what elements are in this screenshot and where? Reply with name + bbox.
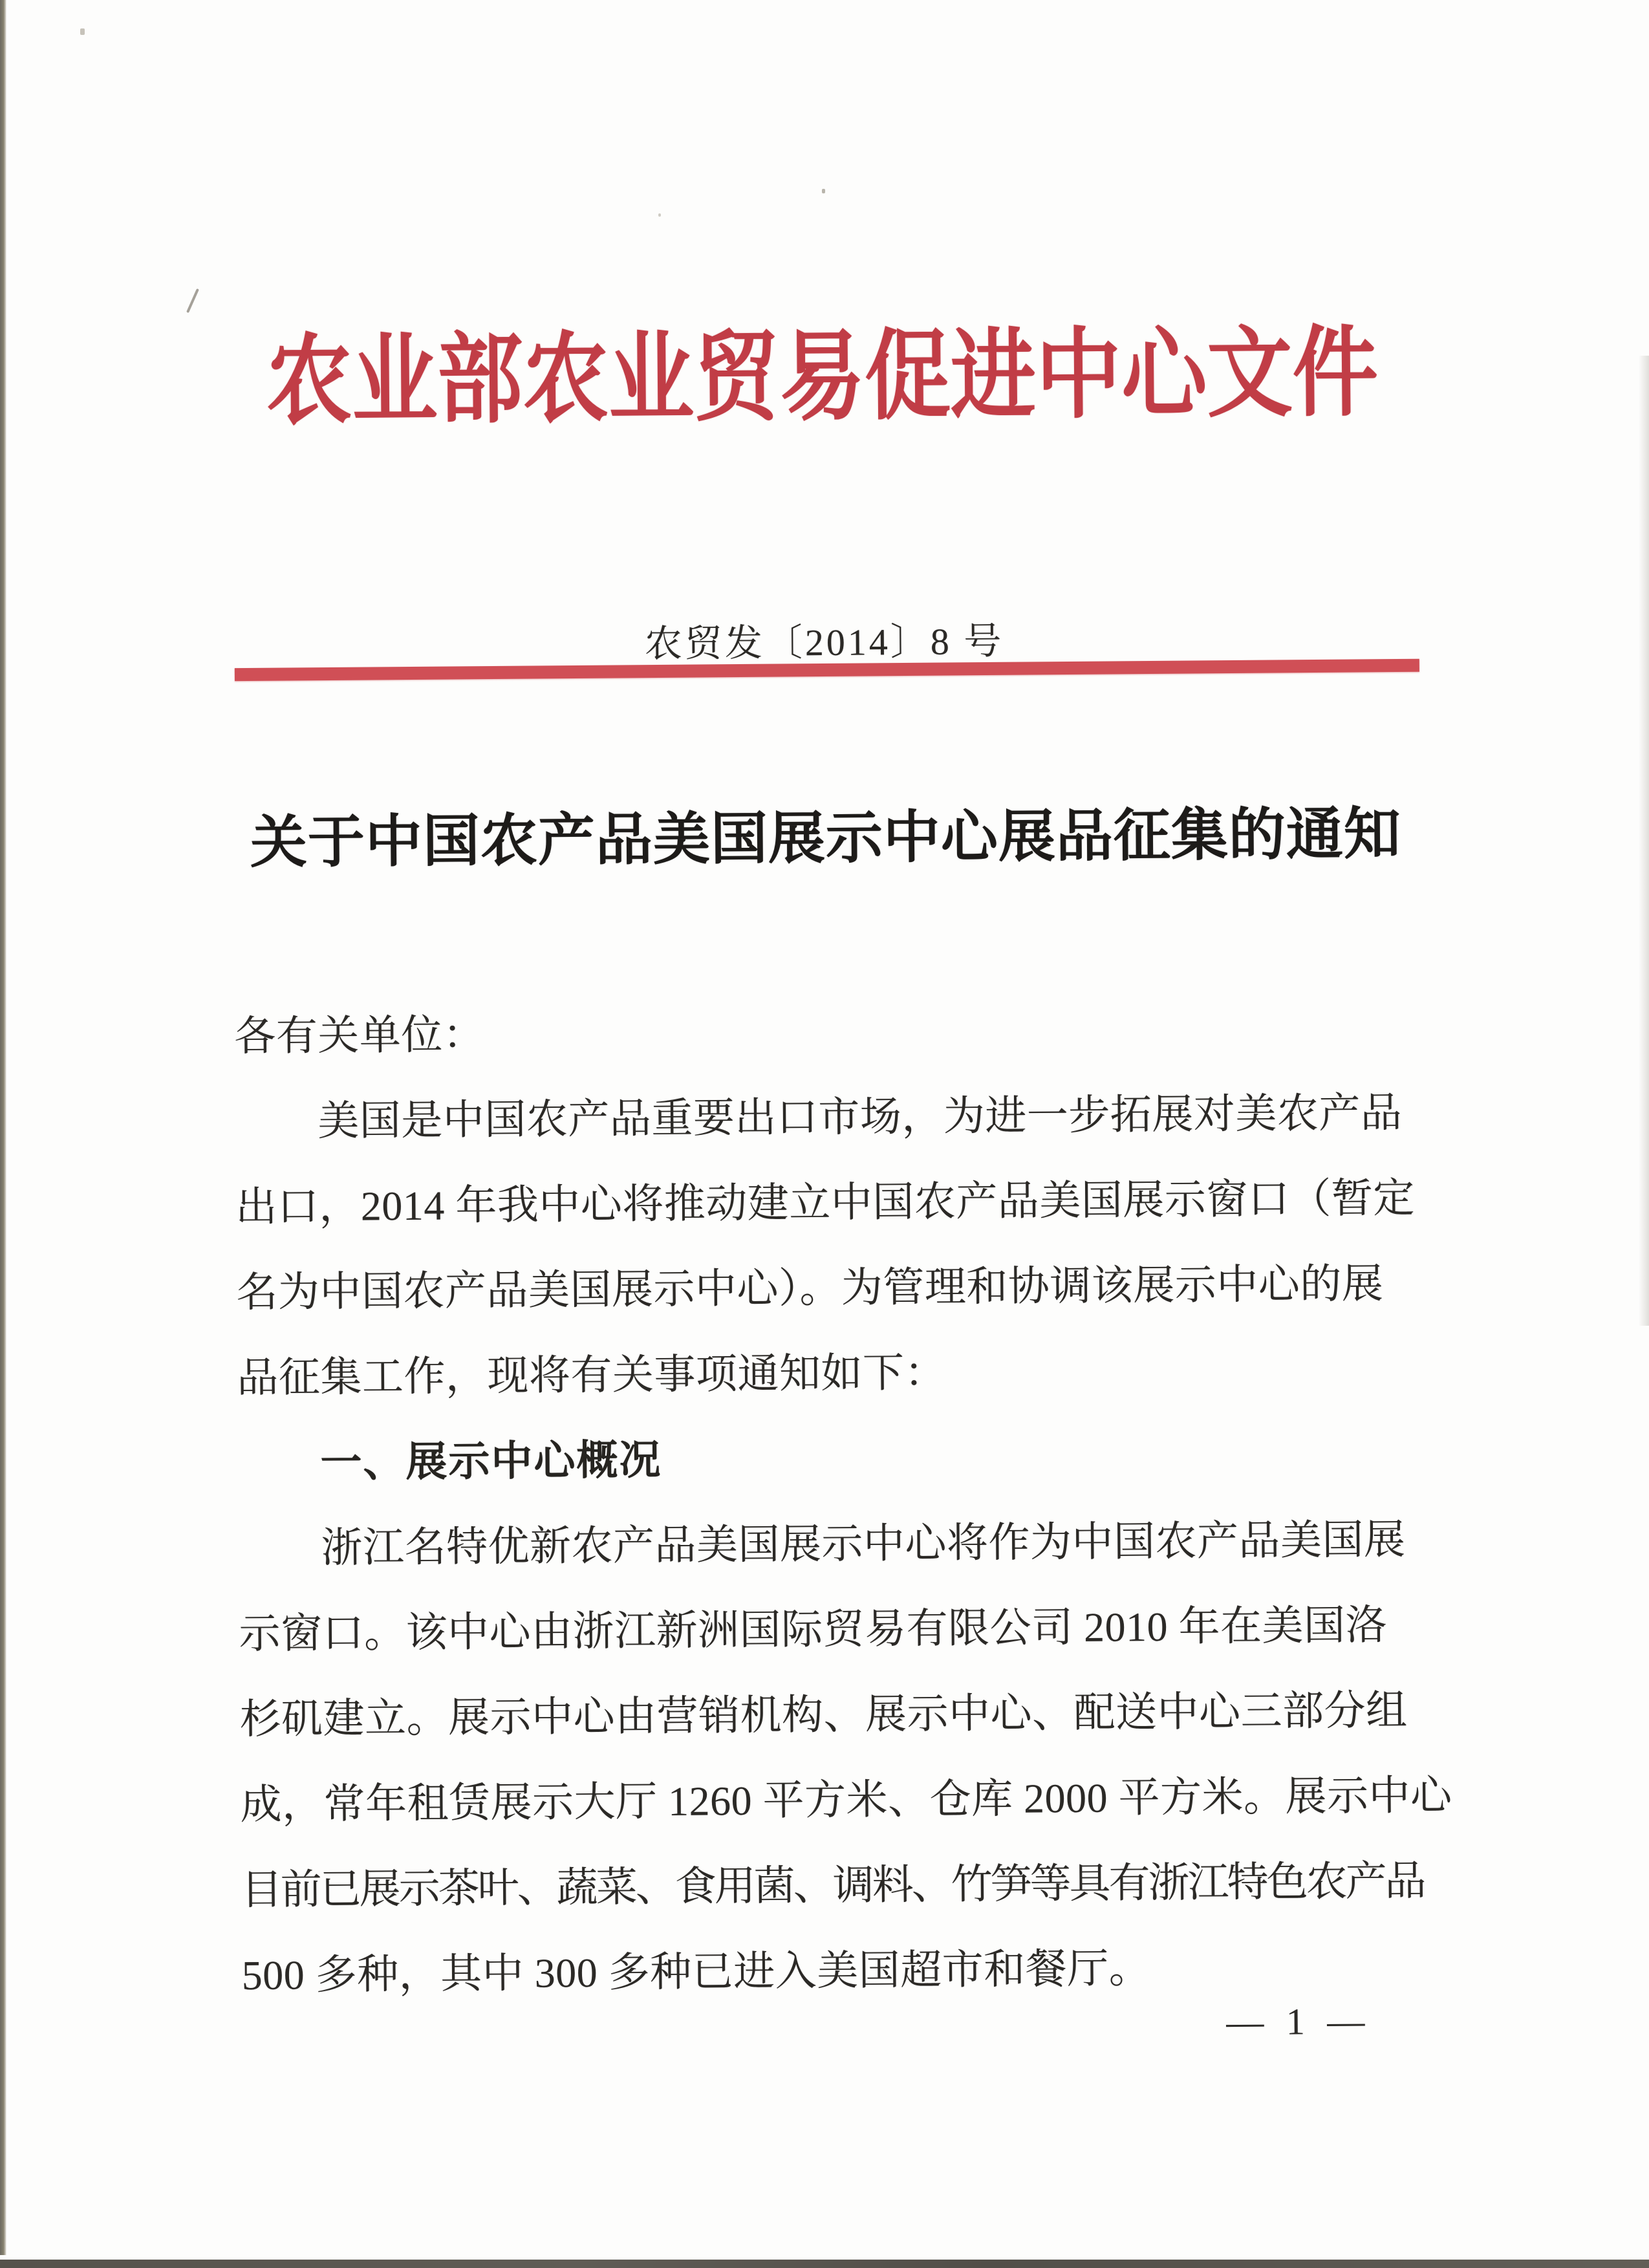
body-line: 目前已展示茶叶、蔬菜、食用菌、调料、竹笋等具有浙江特色农产品	[241, 1857, 1425, 1914]
salutation: 各有关单位：	[234, 1011, 485, 1060]
body-line: 杉矶建立。展示中心由营销机构、展示中心、配送中心三部分组	[239, 1687, 1408, 1743]
body-line: 品征集工作，现将有关事项通知如下：	[237, 1349, 947, 1401]
body-line: 出口，2014 年我中心将推动建立中国农产品美国展示窗口（暂定	[235, 1174, 1416, 1231]
section-heading: 一、展示中心概况	[320, 1437, 662, 1486]
page-number: — 1 —	[1226, 2000, 1372, 2044]
body-line: 示窗口。该中心由浙江新洲国际贸易有限公司 2010 年在美国洛	[239, 1602, 1388, 1658]
body-line: 成，常年租赁展示大厅 1260 平方米、仓库 2000 平方米。展示中心	[240, 1772, 1452, 1828]
body-line: 美国是中国农产品重要出口市场，为进一步拓展对美农产品	[318, 1090, 1403, 1145]
body-line: 浙江名特优新农产品美国展示中心将作为中国农产品美国展	[321, 1516, 1406, 1571]
issuing-authority-title: 农业部农业贸易促进中心文件	[266, 319, 1379, 437]
document-body	[234, 985, 1452, 2018]
body-line: 名为中国农产品美国展示中心）。为管理和协调该展示中心的展	[236, 1260, 1384, 1316]
document-number: 农贸发〔2014〕8 号	[644, 620, 1004, 665]
body-line: 500 多种，其中 300 多种已进入美国超市和餐厅。	[241, 1945, 1151, 1999]
document-title: 关于中国农产品美国展示中心展品征集的通知	[250, 803, 1402, 875]
